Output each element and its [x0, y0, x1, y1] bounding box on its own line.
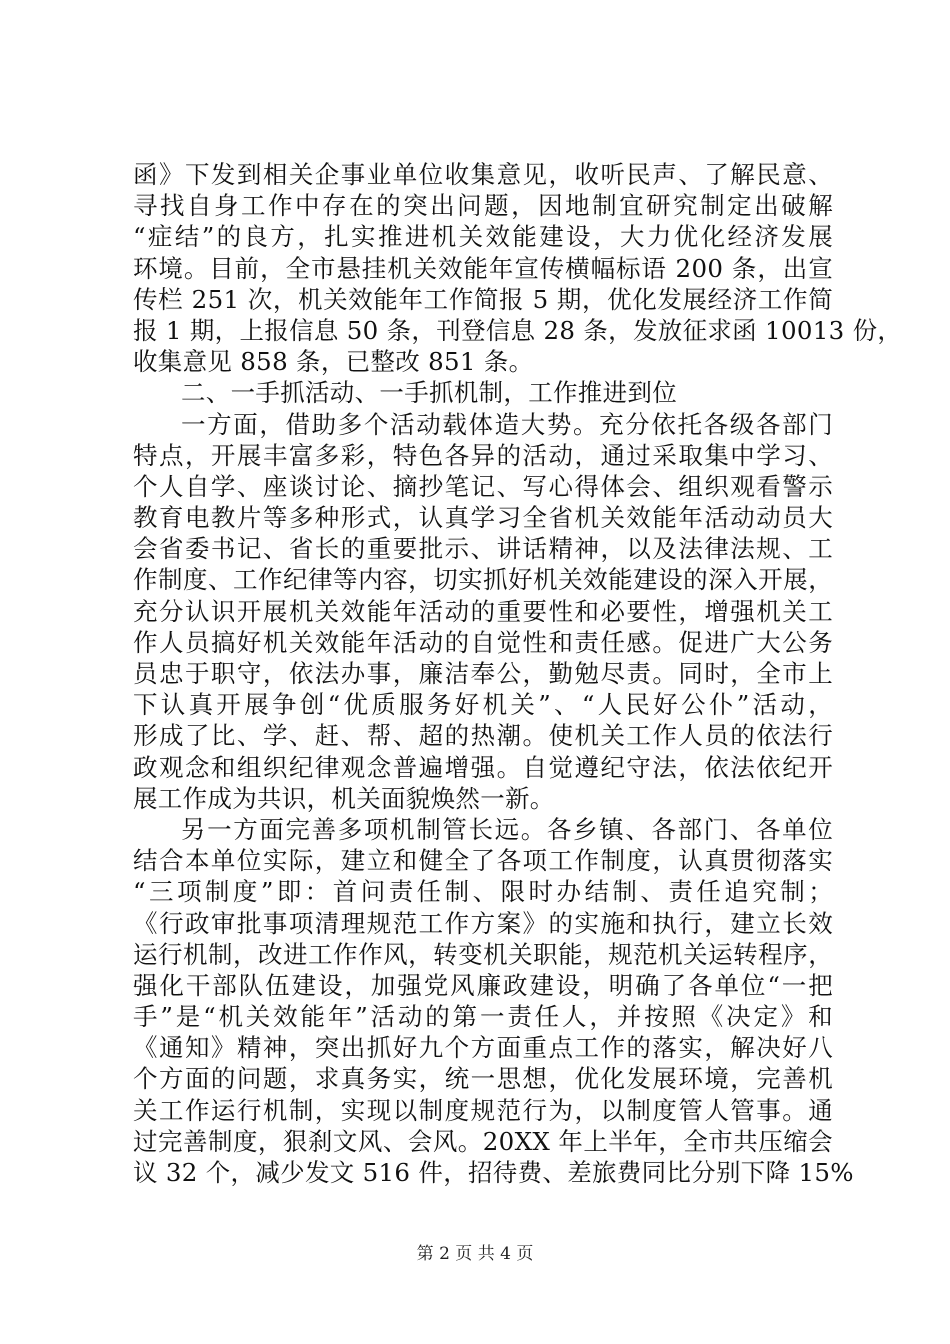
text-line: 展工作成为共识，机关面貌焕然一新。 — [133, 784, 555, 813]
text-line: 特点，开展丰富多彩，特色各异的活动，通过采取集中学习、 — [133, 441, 833, 470]
text-line: 教育电教片等多种形式，认真学习全省机关效能年活动动员大 — [133, 503, 833, 532]
text-line: 作人员搞好机关效能年活动的自觉性和责任感。促进广大公务 — [133, 628, 833, 657]
text-line: 个人自学、座谈讨论、摘抄笔记、写心得体会、组织观看警示 — [133, 472, 833, 501]
text-line: 另一方面完善多项机制管长远。各乡镇、各部门、各单位 — [181, 815, 833, 844]
text-line: 一方面，借助多个活动载体造大势。充分依托各级各部门 — [181, 410, 833, 439]
text-line: 函》下发到相关企事业单位收集意见，收听民声、了解民意、 — [133, 160, 833, 189]
text-line: 运行机制，改进工作作风，转变机关职能，规范机关运转程序， — [133, 940, 833, 969]
text-line: 《通知》精神，突出抓好九个方面重点工作的落实，解决好八 — [133, 1033, 833, 1062]
text-line: 形成了比、学、赶、帮、超的热潮。使机关工作人员的依法行 — [133, 721, 833, 750]
page-number-footer: 第 2 页 共 4 页 — [416, 1244, 534, 1264]
text-line: 报 1 期，上报信息 50 条，刊登信息 28 条，发放征求函 10013 份， — [133, 316, 903, 345]
text-line: 关工作运行机制，实现以制度规范行为，以制度管人管事。通 — [133, 1096, 833, 1125]
text-line: 议 32 个，减少发文 516 件，招待费、差旅费同比分别下降 15% — [133, 1158, 854, 1187]
text-line: 收集意见 858 条，已整改 851 条。 — [133, 347, 534, 376]
text-line: 下认真开展争创“优质服务好机关”、“人民好公仆”活动， — [133, 690, 833, 719]
text-line: 会省委书记、省长的重要批示、讲话精神，以及法律法规、工 — [133, 534, 833, 563]
text-line: 结合本单位实际，建立和健全了各项工作制度，认真贯彻落实 — [133, 846, 833, 875]
text-line: 寻找自身工作中存在的突出问题，因地制宜研究制定出破解 — [133, 191, 833, 220]
text-line: 政观念和组织纪律观念普遍增强。自觉遵纪守法，依法依纪开 — [133, 753, 833, 782]
text-line: 充分认识开展机关效能年活动的重要性和必要性，增强机关工 — [133, 597, 833, 626]
text-line: 个方面的问题，求真务实，统一思想，优化发展环境，完善机 — [133, 1064, 833, 1093]
text-line: “三项制度”即：首问责任制、限时办结制、责任追究制； — [133, 877, 833, 906]
text-line: 传栏 251 次，机关效能年工作简报 5 期，优化发展经济工作简 — [133, 285, 833, 314]
section-heading: 二、一手抓活动、一手抓机制，工作推进到位 — [181, 378, 677, 407]
text-line: 手”是“机关效能年”活动的第一责任人，并按照《决定》和 — [133, 1002, 833, 1031]
text-line: 员忠于职守，依法办事，廉洁奉公，勤勉尽责。同时，全市上 — [133, 659, 833, 688]
text-line: 作制度、工作纪律等内容，切实抓好机关效能建设的深入开展， — [133, 565, 833, 594]
text-line: 过完善制度，狠刹文风、会风。20XX 年上半年，全市共压缩会 — [133, 1127, 833, 1156]
text-line: 环境。目前，全市悬挂机关效能年宣传横幅标语 200 条，出宣 — [133, 254, 833, 283]
text-line: 强化干部队伍建设，加强党风廉政建设，明确了各单位“一把 — [133, 971, 833, 1000]
text-line: 《行政审批事项清理规范工作方案》的实施和执行，建立长效 — [133, 909, 833, 938]
text-line: “症结”的良方，扎实推进机关效能建设，大力优化经济发展 — [133, 222, 833, 251]
